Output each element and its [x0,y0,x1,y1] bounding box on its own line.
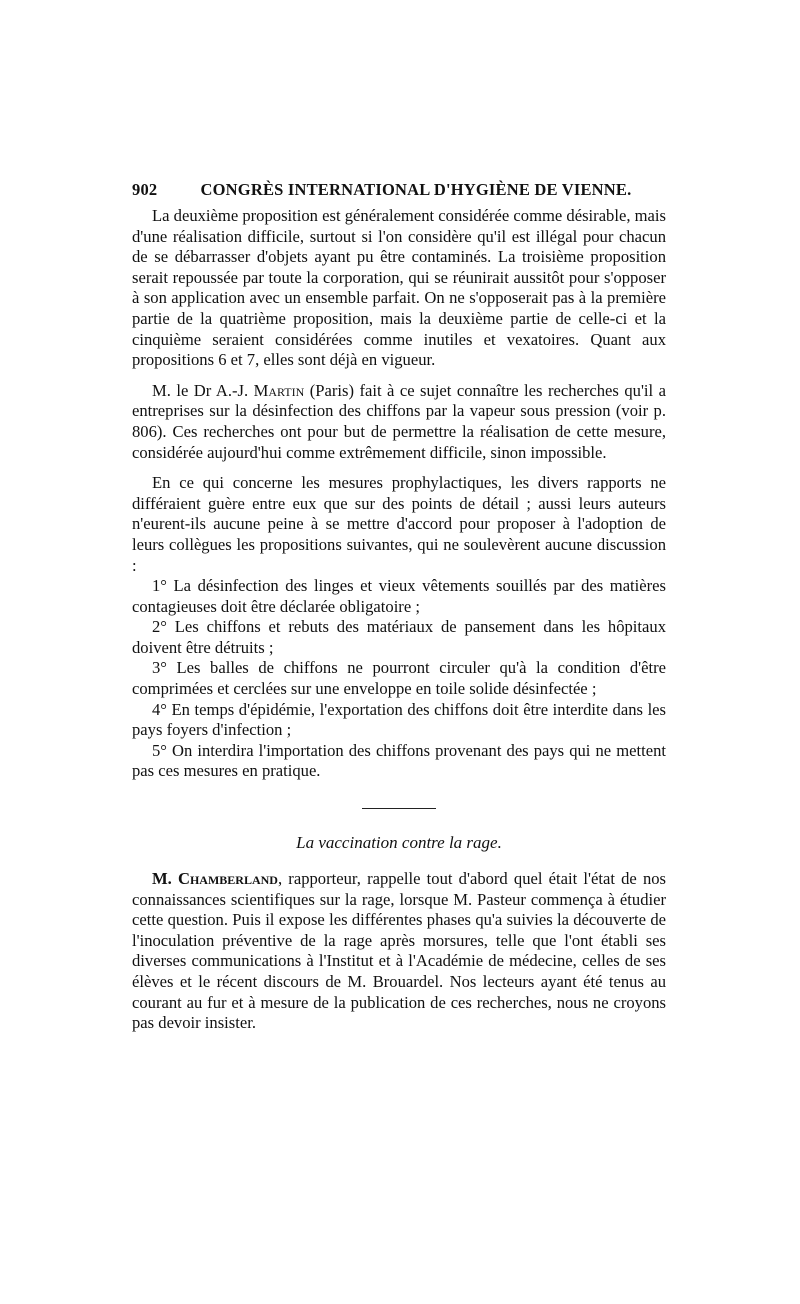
martin-text: (Paris) fait à ce sujet connaître les recherches qu'il a entreprises sur la désinfection des chiffons par la vapeur sous pression (voir p. 806). Ces recherches ont pour but de permettre la réalisation de cette mesure, considérée aujourd'hui comme extrêmement difficile, sinon impossible. [132,380,666,462]
paragraph-martin [132,381,666,463]
paragraph-prophylaxis: En ce qui concerne les mesures prophylactiques, les divers rapports ne différaient guère entre eux que sur des points de détail ; aussi leurs auteurs n'eurent-ils aucune peine à se mettre d'accord pour proposer à l'adoption de leurs collègues les propositions suivantes, qui ne soulevèrent aucune discussion : [132,473,666,575]
measures-list [132,576,666,782]
author-name-chamberland: M. Chamberland [152,869,278,889]
list-item: 3° Les balles de chiffons ne pourront circuler qu'à la condition d'être comprimées et cerclées sur une enveloppe en toile solide désinfectée ; [132,658,666,699]
page-number: 902 [132,180,158,199]
paragraph-propositions-review: La deuxième proposition est généralement considérée comme désirable, mais d'une réalisation difficile, surtout si l'on considère qu'il est illégal pour chacun de se débarrasser d'objets ayant pu être contaminés. La troisième proposition serait repoussée par toute la corporation, qui se réunirait aussitôt pour s'opposer à son application avec un ensemble parfait. On ne s'opposerait pas à la première partie de la quatrième proposition, mais la deuxième partie de celle-ci et la cinquième seraient considérées comme inutiles et vexatoires. Quant aux propositions 6 et 7, elles sont déjà en vigueur. [132,206,666,370]
author-name-martin: Martin [253,380,305,400]
martin-lead: M. le Dr A.-J. [152,380,254,400]
list-item: 4° En temps d'épidémie, l'exportation des chiffons doit être interdite dans les pays foyers d'infection ; [132,699,666,740]
section-divider [362,808,436,809]
paragraph-chamberland [132,869,666,1034]
running-head [132,180,666,200]
list-item: 2° Les chiffons et rebuts des matériaux de pansement dans les hôpitaux doivent être détruits ; [132,617,666,657]
book-page [132,180,666,1044]
chamberland-text: , rapporteur, rappelle tout d'abord quel était l'état de nos connaissances scientifiques sur la rage, lorsque M. Pasteur commença à étudier cette question. Puis il expose les différentes phases qu'a suivies la découverte de l'inoculation préventive de la rage après morsures, telle que l'ont établi ses diverses communications à l'Institut et à l'Académie de médecine, celles de ses élèves et le récent discours de M. Brouardel. Nos lecteurs ayant été tenus au courant au fur et à mesure de la publication de ces recherches, nous ne croyons pas devoir insister. [132,869,666,1033]
section-title: La vaccination contre la rage. [296,833,502,853]
list-item: 5° On interdira l'importation des chiffons provenant des pays qui ne mettent pas ces mesures en pratique. [132,740,666,781]
list-item: 1° La désinfection des linges et vieux vêtements souillés par des matières contagieuses doit être déclarée obligatoire ; [132,576,666,616]
running-title: CONGRÈS INTERNATIONAL D'HYGIÈNE DE VIENNE. [200,180,632,199]
